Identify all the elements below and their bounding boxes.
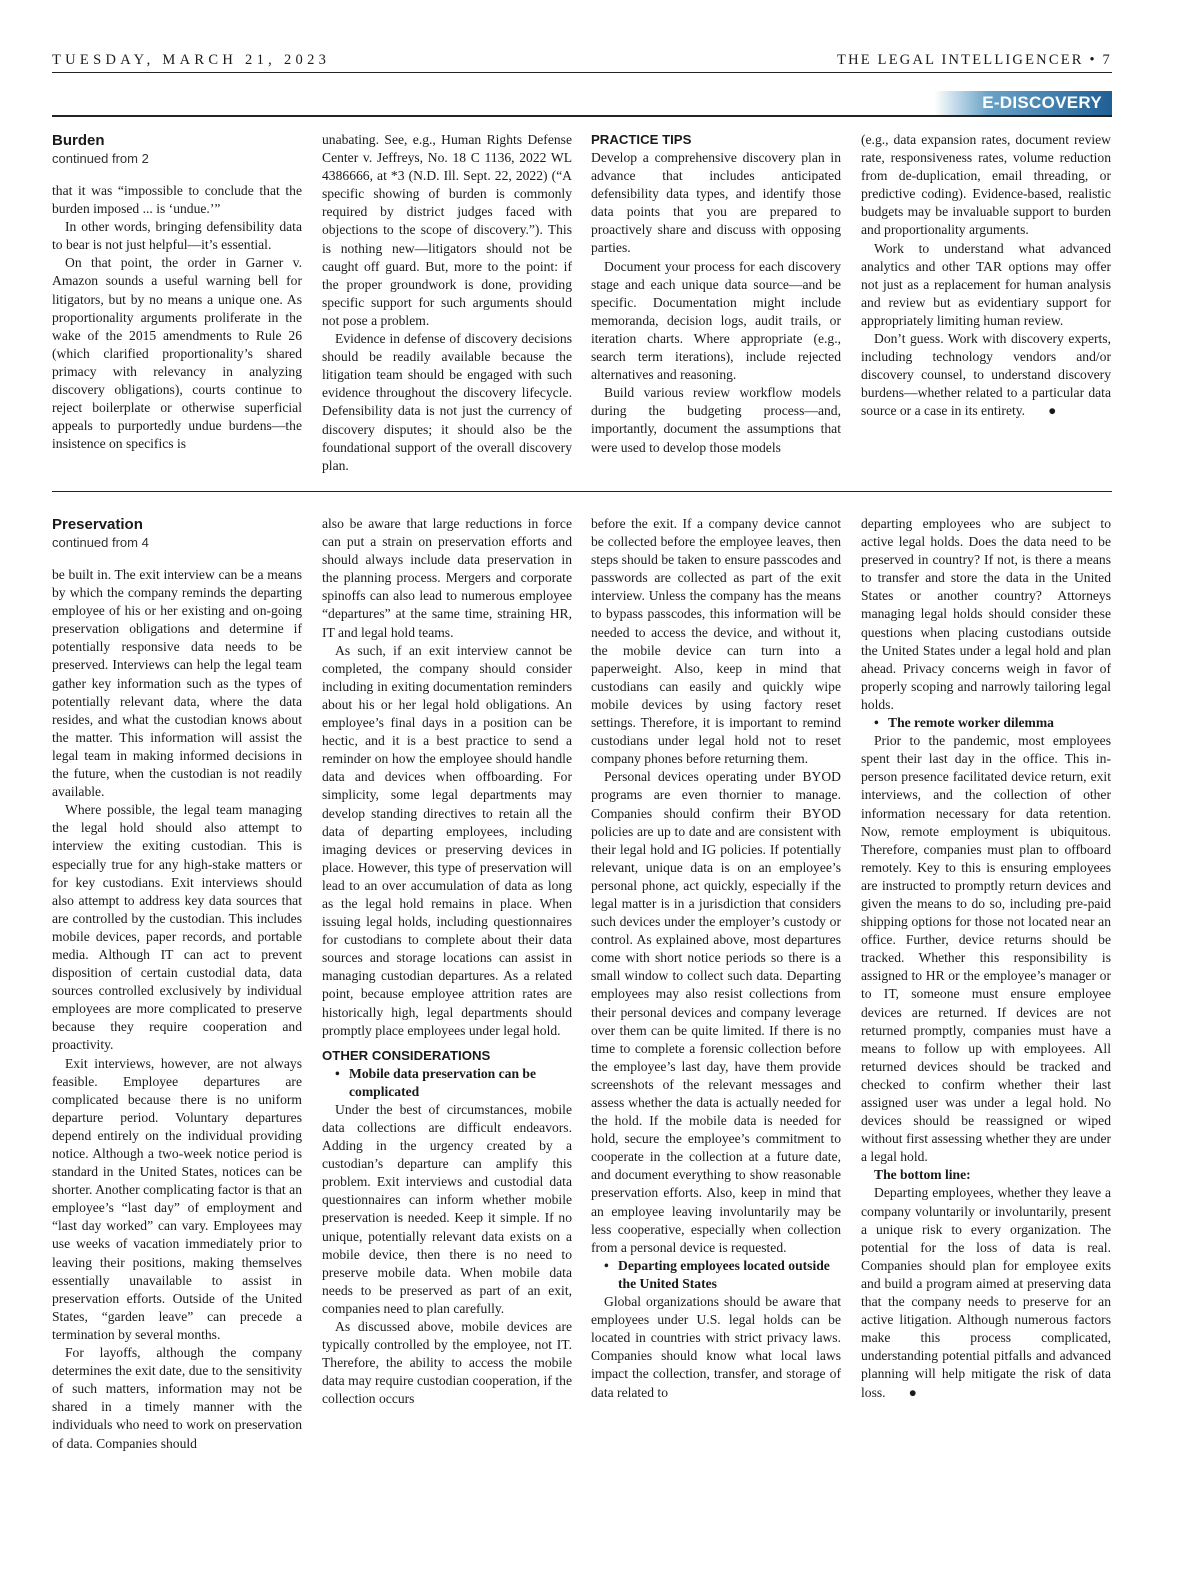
practice-tip-text: Don’t guess. Work with discovery experts, including technology vendors and/or discovery counsel, to understand discovery burdens—whether related to a particular data source or a case in its entirety.	[861, 331, 1111, 419]
end-of-article-mark: ●	[1048, 403, 1057, 419]
bullet-remote-worker: • The remote worker dilemma	[861, 714, 1111, 732]
practice-tip-paragraph: Develop a comprehensive discovery plan in advance that includes anticipated defensibility data types, and identify those data points that you are prepared to proactively share and discuss with opposing parties.	[591, 150, 841, 256]
section-rule	[52, 115, 1112, 117]
article-divider	[52, 491, 1112, 492]
preservation-c1-paragraph: Exit interviews, however, are not always feasible. Employee departures are complicated because there is no uniform departure period. Voluntary departures depend entirely on the individual providing notice. Although a two-week notice period is standard in the United States, notices can be shorter. Another complicating factor is that an employee’s “last day” of employment and “last day worked” can vary. Employees may use weeks of vacation immediately prior to leaving their positions, making themselves essentially unavailable to assist in preservation efforts. Outside of the United States, “garden leave” can precede a termination by several months.	[52, 1055, 302, 1342]
burden-column-2	[322, 131, 572, 475]
preservation-c3-paragraph: Personal devices operating under BYOD programs are even thornier to manage. Companies should confirm their BYOD policies are up to date and are consistent with their legal hold and IG policies. If potentially relevant, unique data is on an employee’s personal phone, act quickly, especially if the legal matter is in a jurisdiction that considers such devices under the employer’s custody or control. As explained above, most departures come with short notice periods so there is a small window to collect such data. Departing employees may also resist collections from their personal devices and company leverage over them can be quite limited. If there is no time to complete a forensic collection before the employee’s last day, have them provide screenshots of the relevant messages and assess whether the data is actually needed for the hold. If the mobile data is needed for hold, secure the employee’s commitment to cooperate in the collection at a future date, and document everything to show reasonable preservation efforts. Also, keep in mind that an employee leaving involuntarily may be less cooperative, especially when collection from a personal device is requested.	[591, 769, 841, 1255]
bullet-departing-employees: • Departing employees located outside the United States	[591, 1257, 841, 1293]
preservation-title: Preservation	[52, 516, 143, 533]
practice-tip-paragraph: Work to understand what advanced analytics and other TAR options may offer not just as a replacement for human analysis and review but as evidentiary support for appropriately limiting human review.	[861, 240, 1111, 328]
preservation-c4-paragraph: Prior to the pandemic, most employees spent their last day in the office. This in-person presence facilitated device return, exit interviews, and the collection of other information necessary for data retention. Now, remote employment is ubiquitous. Therefore, companies must plan to offboard remotely. Key to this is ensuring employees are instructed to promptly return devices and given the means to do so, including pre-paid shipping options for those not located near an office. Further, device returns should be tracked. Whether this responsibility is assigned to HR or the employee’s manager or to IT, someone must ensure employee devices are returned. If devices are not returned promptly, companies must have a means to follow up with employees. All returned devices should be tracked and checked to confirm whether their last assigned user was under a legal hold. No devices should be reassigned or wiped without first assessing whether they are under a legal hold.	[861, 733, 1111, 1165]
header-rule	[52, 72, 1112, 73]
burden-c2-paragraph: unabating. See, e.g., Human Rights Defense Center v. Jeffreys, No. 18 C 1136, 2022 WL 4386666, at *3 (N.D. Ill. Sept. 22, 2022) (“A specific showing of burden is commonly required by district judges faced with objections to the scope of discovery.”). This is nothing new—litigators should not be caught off guard. But, more to the point: if the proper groundwork is done, providing specific support for such arguments should not pose a problem.	[322, 132, 572, 328]
preservation-c3-paragraph: Global organizations should be aware that employees under U.S. legal holds can be located in countries with strict privacy laws. Companies should know what local laws impact the collection, transfer, and storage of data related to	[591, 1294, 841, 1400]
preservation-c4-paragraph	[861, 1184, 1111, 1401]
preservation-column-3	[591, 515, 841, 1402]
bottom-line-heading: The bottom line:	[874, 1167, 971, 1183]
preservation-c1-paragraph: Where possible, the legal team managing the legal hold should also attempt to interview the exiting custodian. This is especially true for any high-stake matters or for key custodians. Exit interviews should also attempt to address key data sources that are controlled by the custodian. This includes mobile devices, paper records, and portable media. Although IT can act to prevent disposition of certain custodial data, data sources controlled exclusively by individual employees are more complicated to preserve because they require cooperation and proactivity.	[52, 802, 302, 1053]
bullet-mobile-data: • Mobile data preservation can be complicated	[322, 1065, 572, 1101]
preservation-c2-paragraph: As such, if an exit interview cannot be completed, the company should consider including in exiting documentation reminders about his or her legal hold obligations. An employee’s final days in a position can be hectic, and it is a best practice to send a reminder on how the employee should handle data and devices when offboarding. For simplicity, some legal departments may develop standing directives to retain all the data of departing employees, including imaging devices or preserving devices in place. However, this type of preservation will lead to an over accumulation of data as long as the legal hold remains in place. When issuing legal holds, including questionnaires for custodians to complete about their data sources and storage locations can assist in managing custodian departures. As a related point, because employee attrition rates are historically high, legal departments should promptly place employees under legal hold.	[322, 642, 572, 1038]
preservation-c2-paragraph: Under the best of circumstances, mobile data collections are difficult endeavors. Adding in the urgency created by a custodian’s departure can amplify this problem. Exit interviews and custodial data questionnaires can inform whether mobile preservation is needed. Keep it simple. If no unique, potentially relevant data exists on a mobile device, then there is no need to preserve mobile data. When mobile data needs to be preserved as part of an exit, companies need to plan carefully.	[322, 1101, 572, 1316]
preservation-c3-paragraph: before the exit. If a company device cannot be collected before the employee leaves, then steps should be taken to ensure passcodes and passwords are collected as part of the exit interview. Unless the company has the means to bypass passcodes, this information will be needed to access the device, and without it, the mobile device can turn into a paperweight. Also, keep in mind that custodians can easily and quickly wipe mobile devices by using factory reset settings. Therefore, it is important to remind custodians under legal hold not to reset company phones before returning them.	[591, 516, 841, 767]
preservation-closing-text: Departing employees, whether they leave a company voluntarily or involuntarily, present a unique risk to every organization. The potential for the loss of data is real. Companies should plan for employee exits and build a program aimed at preserving data that the company needs to preserve for an active litigation. Although numerous factors make this process complicated, understanding potential pitfalls and advanced planning will help mitigate the risk of data loss.	[861, 1185, 1111, 1400]
end-of-article-mark: ●	[908, 1384, 917, 1400]
publication-masthead: THE LEGAL INTELLIGENCER • 7	[837, 52, 1112, 68]
preservation-c4-paragraph: departing employees who are subject to active legal holds. Does the data need to be preserved in country? If not, is there a means to transfer and store the data in the United States or another country? Attorneys managing legal holds should consider these questions when placing custodians outside the United States under a legal hold and plan ahead. Privacy concerns weigh in favor of properly scoping and narrowly tailoring legal holds.	[861, 516, 1111, 712]
practice-tip-paragraph: (e.g., data expansion rates, document review rate, responsiveness rates, volume reduction from de-duplication, email threading, or predictive coding). Evidence-based, realistic budgets may be invaluable support to burden and proportionality arguments.	[861, 132, 1111, 238]
section-tab: E-DISCOVERY	[934, 91, 1112, 115]
burden-column-1	[52, 131, 302, 453]
preservation-c1-paragraph: For layoffs, although the company determines the exit date, due to the sensitivity of such matters, information may not be shared in a timely manner with the individuals who need to work on preservation of data. Companies should	[52, 1345, 302, 1451]
preservation-continued-line: continued from 4	[52, 535, 149, 550]
burden-title: Burden	[52, 132, 105, 149]
preservation-column-4	[861, 515, 1111, 1402]
burden-column-3	[591, 131, 841, 457]
practice-tips-heading: PRACTICE TIPS	[591, 132, 692, 147]
burden-c1-paragraph: In other words, bringing defensibility data to bear is not just helpful—it’s essential.	[52, 219, 302, 253]
practice-tip-paragraph: Document your process for each discovery stage and each unique data source—and be specific. Documentation might include memoranda, decision logs, audit trails, or iteration charts. Where appropriate (e.g., search term iterations), include rejected alternatives and reasoning.	[591, 258, 841, 383]
burden-c1-paragraph: On that point, the order in Garner v. Amazon sounds a useful warning bell for litigators, but by no means a unique one. As proportionality arguments proliferate in the wake of the 2015 amendments to Rule 26 (which clarified proportionality’s shared primacy with relevancy in analyzing discovery obligations), courts continue to reject boilerplate or otherwise superficial appeals to purportedly undue burdens—the insistence on specifics is	[52, 255, 302, 452]
preservation-c2-paragraph: As discussed above, mobile devices are typically controlled by the employee, not IT. Therefore, the ability to access the mobile data may require custodian cooperation, if the collection occurs	[322, 1319, 572, 1407]
burden-c2-paragraph: Evidence in defense of discovery decisions should be readily available because the litigation team should be engaged with such evidence throughout the discovery lifecycle. Defensibility data is not just the currency of discovery disputes; it should also be the foundational support of the overall discovery plan.	[322, 331, 572, 473]
issue-date: TUESDAY, MARCH 21, 2023	[52, 52, 331, 68]
practice-tip-paragraph: Build various review workflow models during the budgeting process—and, importantly, document the assumptions that were used to develop those models	[591, 385, 841, 455]
preservation-column-2	[322, 515, 572, 1409]
burden-column-4	[861, 131, 1111, 421]
preservation-column-1	[52, 515, 302, 1453]
other-considerations-heading: OTHER CONSIDERATIONS	[322, 1047, 491, 1063]
preservation-c2-paragraph: also be aware that large reductions in force can put a strain on preservation efforts and should always include data preservation in the planning process. Mergers and corporate spinoffs can also lead to numerous employee “departures” at the same time, straining HR, IT and legal hold teams.	[322, 516, 572, 640]
practice-tip-paragraph	[861, 330, 1111, 420]
burden-c1-paragraph: that it was “impossible to conclude that the burden imposed ... is ‘undue.’”	[52, 183, 302, 217]
burden-continued-line: continued from 2	[52, 151, 149, 166]
preservation-c1-paragraph: be built in. The exit interview can be a means by which the company reminds the departing employee of his or her existing and on-going preservation obligations and determine if potentially responsive data needs to be preserved. Interviews can help the legal team gather key information such as the types of potentially relevant data, where the data resides, and what the custodian knows about the matter. This information will assist the legal team in making informed decisions in the future, when the custodian is not readily available.	[52, 567, 302, 800]
